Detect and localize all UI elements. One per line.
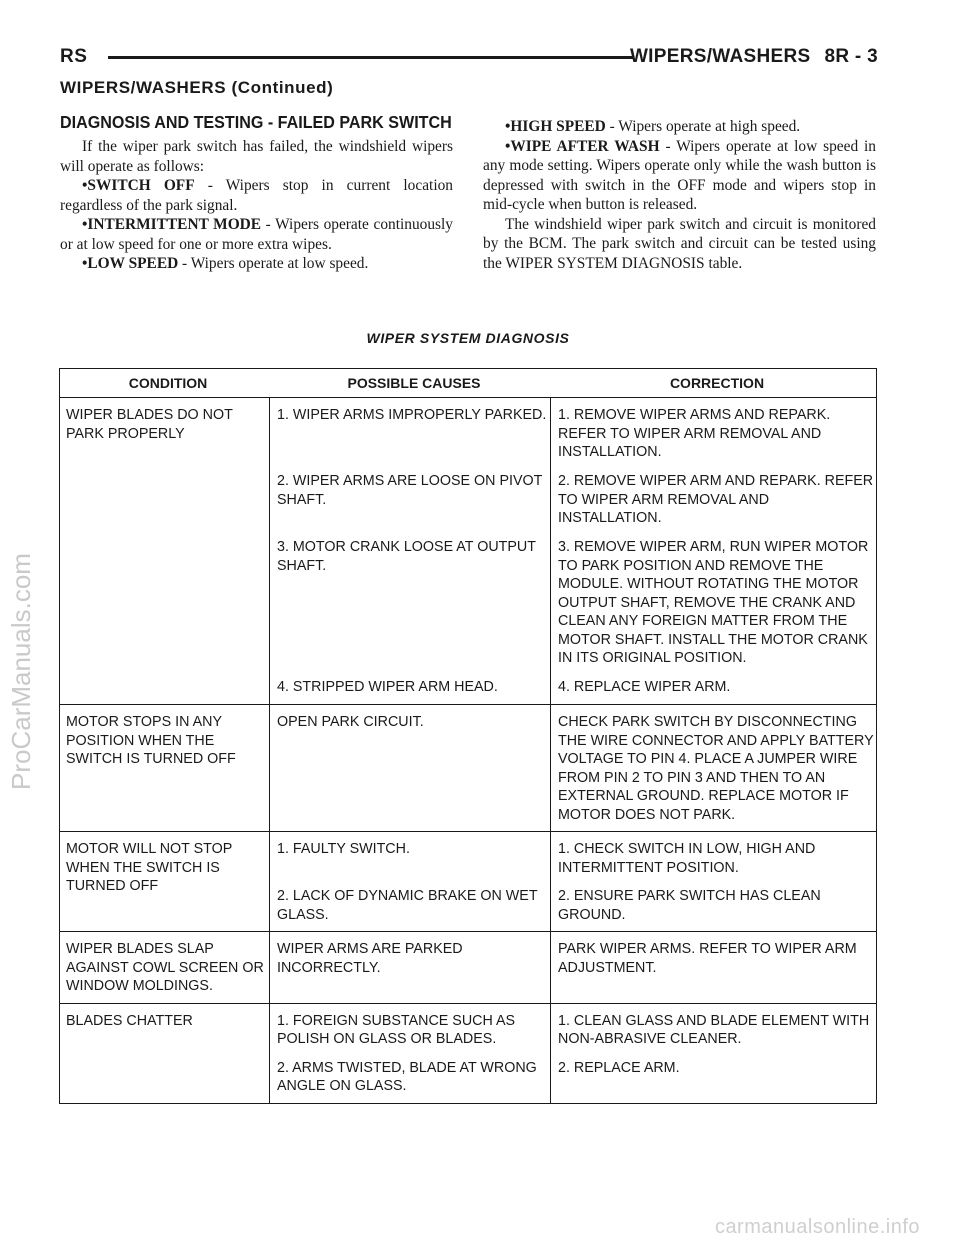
- bullet-dot-icon: •: [82, 177, 88, 194]
- correction-item: 1. REMOVE WIPER ARMS AND REPARK. REFER TO WIPER ARM REMOVAL AND INSTALLATION.: [558, 407, 831, 460]
- table-row: [60, 832, 876, 932]
- bullet-dot-icon: •: [82, 216, 88, 233]
- bullet-item: [60, 215, 453, 254]
- page-header: [60, 46, 878, 70]
- bullet-item: [483, 117, 876, 137]
- cause-item: OPEN PARK CIRCUIT.: [277, 714, 424, 730]
- correction-item: 2. ENSURE PARK SWITCH HAS CLEAN GROUND.: [558, 888, 821, 923]
- continued-heading: WIPERS/WASHERS (Continued): [60, 78, 334, 97]
- bullet-text: - Wipers operate continuously or at low speed for one or more extra wipes.: [60, 216, 454, 253]
- bullet-text: - Wipers operate at low speed in any mode setting. Wipers operate only while the wash button is depressed with switch in the OFF mode and wipers stop in mid-cycle when button is released.: [483, 137, 876, 213]
- bullet-term: WIPE AFTER WASH: [510, 137, 660, 155]
- correction-item: PARK WIPER ARMS. REFER TO WIPER ARM ADJUSTMENT.: [558, 941, 857, 976]
- correction-cell: [551, 705, 876, 831]
- left-bullet-list: [60, 176, 453, 274]
- correction-item: 2. REPLACE ARM.: [558, 1059, 680, 1076]
- bullet-dot-icon: •: [505, 118, 511, 135]
- page-number: 8R - 3: [824, 46, 878, 67]
- bullet-dot-icon: •: [82, 255, 88, 272]
- condition-cell: MOTOR STOPS IN ANY POSITION WHEN THE SWITCH IS TURNED OFF: [60, 705, 270, 831]
- header-chapter-title: WIPERS/WASHERS: [629, 46, 811, 67]
- condition-cell: MOTOR WILL NOT STOP WHEN THE SWITCH IS TURNED OFF: [60, 832, 270, 931]
- table-header: [60, 369, 876, 398]
- header-chapter: [630, 46, 878, 68]
- cause-item: 4. STRIPPED WIPER ARM HEAD.: [277, 679, 498, 695]
- section-title: DIAGNOSIS AND TESTING - FAILED PARK SWITCH: [60, 112, 452, 132]
- correction-cell: [551, 932, 876, 1003]
- header-condition: CONDITION: [128, 374, 208, 391]
- bullet-term: LOW SPEED: [87, 255, 179, 272]
- causes-cell: [270, 832, 551, 931]
- correction-item: CHECK PARK SWITCH BY DISCONNECTING THE WIRE CONNECTOR AND APPLY BATTERY VOLTAGE TO PIN 4. PLACE A JUMPER WIRE FROM PIN 2 TO PIN 3 AND THEN TO AN EXTERNAL GROUND. REPLACE MOTOR IF MOTOR DOES NOT PARK.: [558, 714, 874, 823]
- bullet-term: INTERMITTENT MODE: [87, 216, 262, 233]
- bullet-text: - Wipers operate at high speed.: [605, 118, 801, 135]
- cause-item: WIPER ARMS ARE PARKED INCORRECTLY.: [277, 941, 463, 976]
- table-body: [60, 398, 876, 1103]
- bullet-dot-icon: •: [505, 137, 511, 155]
- table-row: [60, 705, 876, 832]
- table-title: WIPER SYSTEM DIAGNOSIS: [366, 330, 570, 346]
- bullet-term: SWITCH OFF: [87, 177, 195, 194]
- diagnosis-table: [59, 368, 877, 1104]
- cause-item: 2. WIPER ARMS ARE LOOSE ON PIVOT SHAFT.: [277, 473, 543, 508]
- right-column: [483, 117, 876, 273]
- bullet-item: [483, 137, 876, 215]
- causes-cell: [270, 932, 551, 1003]
- correction-item: 2. REMOVE WIPER ARM AND REPARK. REFER TO WIPER ARM REMOVAL AND INSTALLATION.: [558, 473, 874, 526]
- causes-cell: [270, 1004, 551, 1103]
- correction-item: 1. CLEAN GLASS AND BLADE ELEMENT WITH NON-ABRASIVE CLEANER.: [558, 1012, 870, 1047]
- correction-item: 3. REMOVE WIPER ARM, RUN WIPER MOTOR TO PARK POSITION AND REMOVE THE MODULE. WITHOUT ROTATING THE MOTOR OUTPUT SHAFT, REMOVE THE CRANK AND CLEAN ANY FOREIGN MATTER FROM THE MOTOR SHAFT. INSTALL THE MOTOR CRANK IN ITS ORIGINAL POSITION.: [558, 539, 869, 666]
- correction-cell: [551, 1004, 876, 1103]
- cause-item: 1. FOREIGN SUBSTANCE SUCH AS POLISH ON GLASS OR BLADES.: [277, 1012, 516, 1047]
- header-section-code: RS: [60, 46, 88, 67]
- cause-item: 1. WIPER ARMS IMPROPERLY PARKED.: [277, 407, 547, 423]
- right-bullet-list: [483, 117, 876, 215]
- bullet-term: HIGH SPEED: [510, 118, 606, 135]
- table-row: [60, 932, 876, 1004]
- correction-item: 4. REPLACE WIPER ARM.: [558, 679, 731, 695]
- causes-cell: [270, 398, 551, 704]
- correction-cell: [551, 832, 876, 931]
- cause-item: 2. LACK OF DYNAMIC BRAKE ON WET GLASS.: [277, 888, 538, 923]
- bullet-item: [60, 254, 453, 274]
- condition-cell: WIPER BLADES DO NOT PARK PROPERLY: [60, 398, 270, 704]
- bottom-watermark: carmanualsonline.info: [714, 1216, 920, 1238]
- bullet-item: [60, 176, 453, 215]
- correction-item: 1. CHECK SWITCH IN LOW, HIGH AND INTERMITTENT POSITION.: [558, 841, 816, 876]
- causes-cell: [270, 705, 551, 831]
- condition-cell: BLADES CHATTER: [60, 1004, 270, 1103]
- cause-item: 1. FAULTY SWITCH.: [277, 841, 410, 857]
- header-possible-causes: POSSIBLE CAUSES: [347, 374, 481, 391]
- bullet-text: - Wipers stop in current location regardless of the park signal.: [60, 177, 453, 214]
- header-rule: [108, 56, 633, 59]
- table-row: [60, 398, 876, 705]
- intro-paragraph: If the wiper park switch has failed, the windshield wipers will operate as follows:: [60, 138, 453, 175]
- closing-paragraph: The windshield wiper park switch and circuit is monitored by the BCM. The park switch and circuit can be tested using the WIPER SYSTEM DIAGNOSIS table.: [483, 215, 876, 272]
- cause-item: 2. ARMS TWISTED, BLADE AT WRONG ANGLE ON GLASS.: [277, 1059, 537, 1094]
- table-row: [60, 1004, 876, 1103]
- header-correction: CORRECTION: [669, 374, 765, 391]
- bullet-text: - Wipers operate at low speed.: [178, 255, 369, 272]
- correction-cell: [551, 398, 876, 704]
- left-column: [60, 110, 453, 274]
- condition-cell: WIPER BLADES SLAP AGAINST COWL SCREEN OR WINDOW MOLDINGS.: [60, 932, 270, 1003]
- cause-item: 3. MOTOR CRANK LOOSE AT OUTPUT SHAFT.: [277, 539, 536, 574]
